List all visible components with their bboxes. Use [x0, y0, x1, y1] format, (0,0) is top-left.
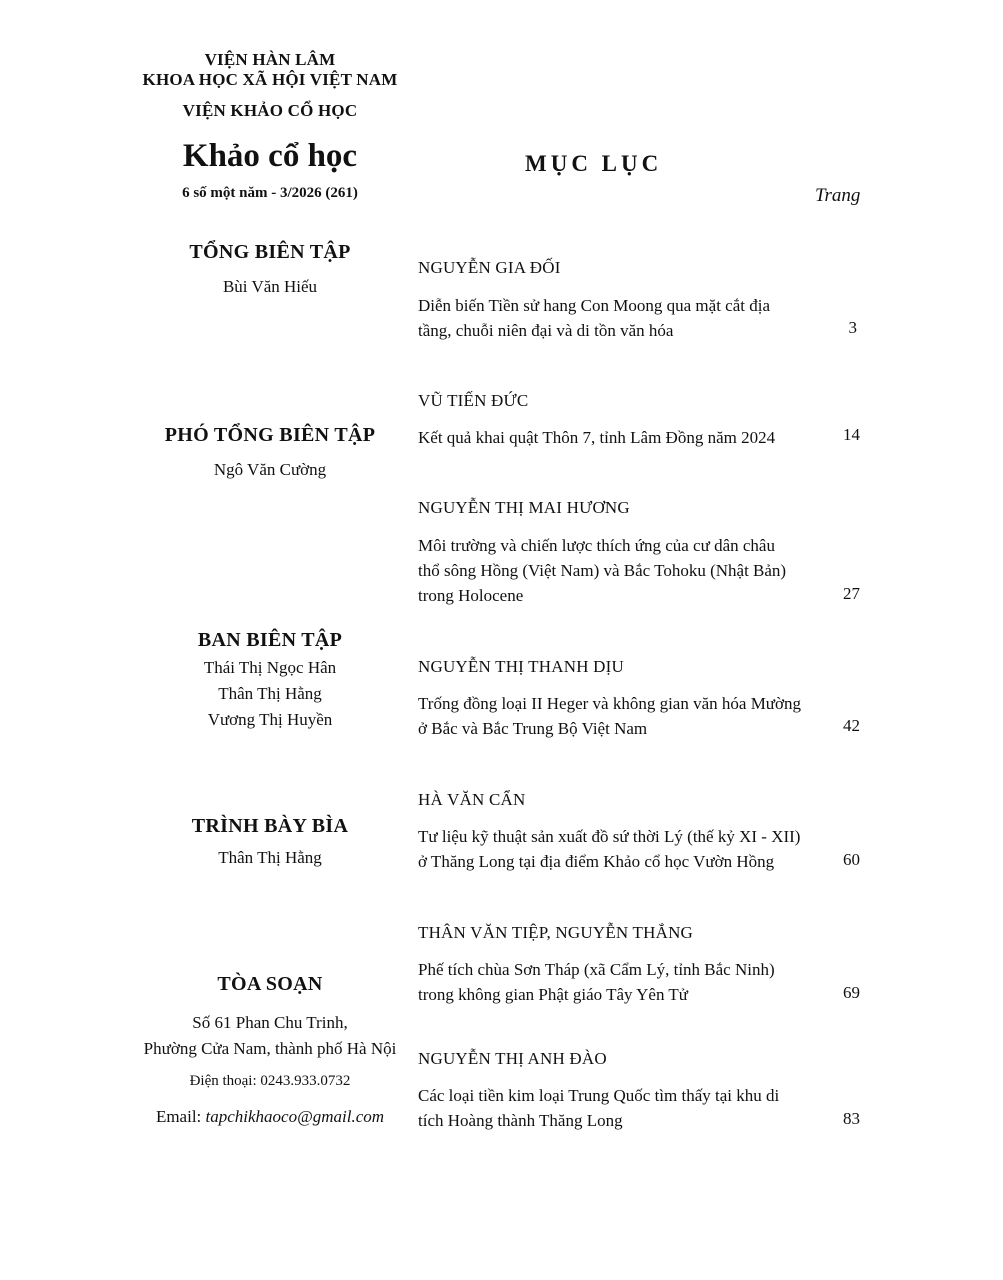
board-member: Thân Thị Hằng	[218, 684, 322, 703]
board-member: Thái Thị Ngọc Hân	[203, 658, 337, 677]
title-line: Diễn biến Tiền sử hang Con Moong qua mặt cắt địa	[418, 296, 771, 315]
page-column-label: Trang	[815, 185, 861, 206]
institution-line1: VIỆN HÀN LÂM	[204, 50, 336, 69]
editor-in-chief-name: Bùi Văn Hiếu	[222, 277, 318, 296]
toc-page-number: 83	[843, 1109, 860, 1128]
cover-design-heading: TRÌNH BÀY BÌA	[191, 815, 349, 837]
title-line: ở Thăng Long tại địa điểm Khảo cổ học Vườn Hồng	[418, 852, 775, 871]
toc-article-title[interactable]	[418, 824, 828, 874]
editorial-board-list	[130, 655, 410, 733]
title-line: Kết quả khai quật Thôn 7, tỉnh Lâm Đồng năm 2024	[418, 428, 776, 447]
office-phone: Điện thoại: 0243.933.0732	[189, 1073, 351, 1089]
cover-designer-name: Thân Thị Hằng	[218, 848, 322, 867]
address-line: Số 61 Phan Chu Trinh,	[192, 1013, 348, 1032]
title-line: tầng, chuỗi niên đại và di tồn văn hóa	[418, 321, 674, 340]
office-address	[120, 1010, 420, 1062]
address-line: Phường Cửa Nam, thành phố Hà Nội	[143, 1039, 397, 1058]
toc-article-title[interactable]	[418, 533, 828, 608]
title-line: Tư liệu kỹ thuật sản xuất đồ sứ thời Lý (thế kỷ XI - XII)	[418, 827, 801, 846]
toc-article-title[interactable]	[418, 1083, 828, 1133]
toc-author: THÂN VĂN TIỆP, NGUYỄN THẮNG	[418, 923, 694, 942]
toc-page-number: 14	[843, 425, 860, 444]
office-email	[120, 1107, 420, 1127]
title-line: Môi trường và chiến lược thích ứng của cư dân châu	[418, 536, 775, 555]
toc-article-title[interactable]	[418, 957, 828, 1007]
toc-author: HÀ VĂN CẨN	[418, 790, 526, 809]
title-line: trong không gian Phật giáo Tây Yên Tử	[418, 985, 688, 1004]
toc-author: NGUYỄN THỊ MAI HƯƠNG	[418, 498, 630, 517]
title-line: trong Holocene	[418, 586, 524, 605]
issue-info: 6 số một năm - 3/2026 (261)	[182, 185, 358, 201]
title-line: ở Bắc và Bắc Trung Bộ Việt Nam	[418, 719, 648, 738]
institution-line2: KHOA HỌC XÃ HỘI VIỆT NAM	[142, 70, 398, 89]
office-heading: TÒA SOẠN	[217, 973, 323, 995]
title-line: Các loại tiền kim loại Trung Quốc tìm thấy tại khu di	[418, 1086, 780, 1105]
toc-article-title[interactable]	[418, 293, 828, 343]
email-link[interactable]: tapchikhaoco@gmail.com	[205, 1107, 385, 1126]
email-label: Email:	[155, 1107, 206, 1126]
institute-name: VIỆN KHẢO CỔ HỌC	[182, 101, 358, 120]
title-line: Trống đồng loại II Heger và không gian văn hóa Mường	[418, 694, 802, 713]
title-line: tích Hoàng thành Thăng Long	[418, 1111, 623, 1130]
title-line: Phế tích chùa Sơn Tháp (xã Cẩm Lý, tỉnh Bắc Ninh)	[418, 960, 775, 979]
toc-page-number: 42	[843, 716, 860, 735]
toc-page-number: 3	[848, 318, 857, 337]
toc-author: NGUYỄN GIA ĐỐI	[418, 258, 561, 277]
board-member: Vương Thị Huyền	[207, 710, 333, 729]
toc-page-number: 27	[843, 584, 860, 603]
toc-article-title[interactable]	[418, 425, 828, 450]
toc-page-number: 60	[843, 850, 860, 869]
title-line: thổ sông Hồng (Việt Nam) và Bắc Tohoku (Nhật Bản)	[418, 561, 787, 580]
editorial-board-heading: BAN BIÊN TẬP	[197, 629, 343, 651]
institution-name	[130, 50, 410, 90]
deputy-editor-name: Ngô Văn Cường	[213, 460, 327, 479]
toc-page-number: 69	[843, 983, 860, 1002]
toc-title: MỤC LỤC	[525, 151, 663, 176]
deputy-editor-heading: PHÓ TỔNG BIÊN TẬP	[164, 424, 376, 446]
toc-author: NGUYỄN THỊ THANH DỊU	[418, 657, 624, 676]
editor-in-chief-heading: TỔNG BIÊN TẬP	[189, 241, 351, 263]
journal-title: Khảo cổ học	[182, 138, 358, 174]
toc-article-title[interactable]	[418, 691, 828, 741]
toc-author: VŨ TIẾN ĐỨC	[418, 391, 529, 410]
toc-author: NGUYỄN THỊ ANH ĐÀO	[418, 1049, 607, 1068]
